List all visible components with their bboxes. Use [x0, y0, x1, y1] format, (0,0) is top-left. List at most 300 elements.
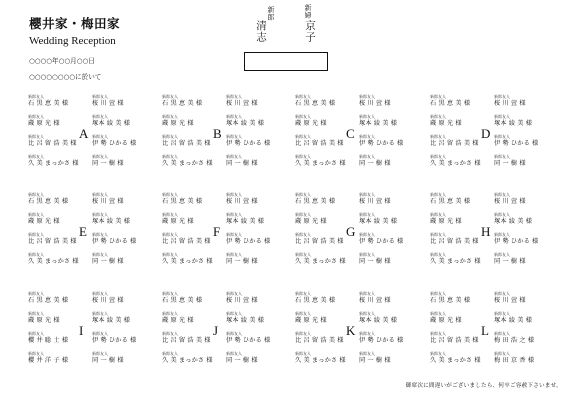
- guest-name: 櫻 井 洋 子 様: [28, 357, 69, 364]
- seat: [494, 352, 556, 370]
- guest-name: 桜 川 萱 様: [494, 297, 526, 304]
- seat: [162, 233, 224, 251]
- table-label: I: [79, 323, 84, 338]
- guest-name: 同 一 樹 様: [92, 160, 124, 167]
- seat-relation: 新郎友人: [295, 252, 311, 257]
- seat: [359, 115, 421, 133]
- seat-relation: 新郎友人: [28, 232, 44, 237]
- seat: [359, 213, 421, 231]
- guest-name: 石 黒 恵 美 様: [295, 297, 336, 304]
- guest-name: 桜 川 萱 様: [359, 198, 391, 205]
- seat-relation: 新郎友人: [226, 331, 242, 336]
- guest-name: 塚本 綾 美 様: [359, 120, 398, 127]
- seat: [295, 213, 357, 231]
- seat: [162, 292, 224, 310]
- bride-role: 新婦: [304, 4, 312, 19]
- seat: [494, 135, 556, 153]
- seat-relation: 新郎友人: [430, 192, 446, 197]
- guest-name: 蔵 原 光 様: [430, 317, 462, 324]
- guest-name: 石 黒 恵 美 様: [28, 297, 69, 304]
- seat: [295, 332, 357, 350]
- seat: [162, 135, 224, 153]
- seat-relation: 新郎友人: [359, 94, 375, 99]
- seat-relation: 新郎友人: [494, 154, 510, 159]
- seat: [162, 253, 224, 271]
- seat-relation: 新郎友人: [430, 331, 446, 336]
- seat: [295, 193, 357, 211]
- seat: [430, 292, 492, 310]
- guest-name: 石 黒 恵 美 様: [162, 297, 203, 304]
- seat: [162, 193, 224, 211]
- seat: [162, 95, 224, 113]
- seat: [359, 155, 421, 173]
- seat: [162, 352, 224, 370]
- seat: [359, 312, 421, 330]
- seat: [295, 292, 357, 310]
- guest-name: 伊 勢 ひかる 様: [494, 140, 539, 147]
- guest-name: 同 一 樹 様: [226, 160, 258, 167]
- guest-name: 同 一 樹 様: [494, 258, 526, 265]
- seat: [359, 253, 421, 271]
- seat-relation: 新郎友人: [359, 134, 375, 139]
- guest-name: 塚本 綾 美 様: [359, 218, 398, 225]
- seat: [162, 213, 224, 231]
- seat-relation: 新郎友人: [162, 331, 178, 336]
- seat: [359, 292, 421, 310]
- guest-name: 比 呂 留 浩 美 様: [295, 238, 344, 245]
- seat-relation: 新郎友人: [28, 311, 44, 316]
- guest-name: 同 一 樹 様: [359, 357, 391, 364]
- guest-name: 伊 勢 ひかる 様: [92, 238, 137, 245]
- guest-name: 櫻 井 聡 士 様: [28, 337, 69, 344]
- table-label: J: [213, 323, 219, 338]
- guest-name: 蔵 原 光 様: [162, 218, 194, 225]
- seat-relation: 新郎友人: [92, 291, 108, 296]
- guest-name: 蔵 原 光 様: [28, 120, 60, 127]
- event-date: ○○○○年○○月○○日: [29, 57, 95, 65]
- guest-name: 桜 川 萱 様: [92, 198, 124, 205]
- guest-name: 伊 勢 ひかる 様: [92, 140, 137, 147]
- seat: [92, 135, 154, 153]
- seat: [28, 332, 90, 350]
- guest-name: 石 黒 恵 美 様: [430, 100, 471, 107]
- seat-relation: 新郎友人: [494, 114, 510, 119]
- guest-name: 比 呂 留 浩 美 様: [162, 238, 211, 245]
- seat: [430, 155, 492, 173]
- seat: [494, 193, 556, 211]
- seat-relation: 新郎友人: [162, 351, 178, 356]
- seat: [28, 292, 90, 310]
- seat-relation: 新郎友人: [28, 192, 44, 197]
- seat-relation: 新郎友人: [162, 114, 178, 119]
- groom-role: 新郎: [267, 6, 275, 21]
- seat-relation: 新郎友人: [92, 134, 108, 139]
- seat-relation: 新郎友人: [295, 212, 311, 217]
- guest-name: 石 黒 恵 美 様: [430, 297, 471, 304]
- guest-name: 蔵 原 光 様: [28, 218, 60, 225]
- seat-relation: 新郎友人: [162, 154, 178, 159]
- guest-name: 伊 勢 ひかる 様: [226, 140, 271, 147]
- seat-relation: 新郎友人: [494, 232, 510, 237]
- seat-relation: 新郎友人: [92, 94, 108, 99]
- seat-relation: 新郎友人: [359, 331, 375, 336]
- seat-relation: 新郎友人: [295, 311, 311, 316]
- seat: [430, 213, 492, 231]
- table-label: D: [481, 126, 491, 141]
- seat: [92, 213, 154, 231]
- seat: [494, 292, 556, 310]
- guest-name: 石 黒 恵 美 様: [295, 198, 336, 205]
- seat: [295, 155, 357, 173]
- seat-relation: 新郎友人: [92, 114, 108, 119]
- seat-relation: 新郎友人: [28, 252, 44, 257]
- bride-name: 京子: [304, 20, 316, 43]
- seat-relation: 新郎友人: [92, 351, 108, 356]
- seat-relation: 新郎友人: [359, 212, 375, 217]
- seat-relation: 新郎友人: [28, 331, 44, 336]
- seat: [430, 135, 492, 153]
- seat-relation: 新郎友人: [92, 232, 108, 237]
- guest-name: 比 呂 留 浩 美 様: [295, 337, 344, 344]
- seat-relation: 新郎友人: [295, 94, 311, 99]
- seat-relation: 新郎友人: [430, 291, 446, 296]
- seat-relation: 新郎友人: [162, 212, 178, 217]
- guest-name: 蔵 原 光 様: [430, 218, 462, 225]
- seat: [295, 95, 357, 113]
- seat: [494, 233, 556, 251]
- seat: [226, 193, 288, 211]
- seat: [226, 332, 288, 350]
- seat-relation: 新郎友人: [295, 114, 311, 119]
- guest-name: 久 美 まっかさ 様: [295, 357, 346, 364]
- seat-relation: 新郎友人: [28, 94, 44, 99]
- seat-relation: 新郎友人: [226, 192, 242, 197]
- seat: [28, 253, 90, 271]
- guest-name: 蔵 原 光 様: [295, 120, 327, 127]
- seat: [359, 135, 421, 153]
- seat-relation: 新郎友人: [494, 134, 510, 139]
- seat: [226, 115, 288, 133]
- seat: [226, 312, 288, 330]
- seat-relation: 新郎友人: [92, 331, 108, 336]
- guest-name: 塚本 綾 美 様: [359, 317, 398, 324]
- seat-relation: 新郎友人: [494, 192, 510, 197]
- families-title: 櫻井家・梅田家: [29, 16, 121, 31]
- seat: [359, 233, 421, 251]
- table-label: H: [481, 224, 491, 239]
- guest-name: 久 美 まっかさ 様: [162, 160, 213, 167]
- table-label: E: [79, 224, 87, 239]
- seat-relation: 新郎友人: [295, 154, 311, 159]
- seat: [226, 213, 288, 231]
- table-label: K: [346, 323, 356, 338]
- seat-relation: 新郎友人: [226, 134, 242, 139]
- guest-name: 塚本 綾 美 様: [494, 317, 533, 324]
- guest-name: 同 一 樹 様: [226, 258, 258, 265]
- head-table: [244, 52, 328, 71]
- seat: [494, 115, 556, 133]
- guest-name: 比 呂 留 浩 美 様: [430, 337, 479, 344]
- guest-name: 蔵 原 光 様: [162, 317, 194, 324]
- seat-relation: 新郎友人: [162, 134, 178, 139]
- seat: [28, 155, 90, 173]
- seat: [494, 95, 556, 113]
- seat: [162, 312, 224, 330]
- table-label: G: [346, 224, 356, 239]
- seat-relation: 新郎友人: [359, 311, 375, 316]
- guest-name: 比 呂 留 浩 美 様: [295, 140, 344, 147]
- seat-relation: 新郎友人: [494, 252, 510, 257]
- seat-relation: 新郎友人: [430, 232, 446, 237]
- seat: [92, 95, 154, 113]
- guest-name: 久 美 まっかさ 様: [295, 160, 346, 167]
- guest-name: 伊 勢 ひかる 様: [494, 238, 539, 245]
- seat: [430, 312, 492, 330]
- seat: [28, 135, 90, 153]
- guest-name: 久 美 まっかさ 様: [430, 258, 481, 265]
- guest-name: 塚本 綾 美 様: [226, 218, 265, 225]
- seat: [359, 352, 421, 370]
- seat: [226, 292, 288, 310]
- guest-name: 塚本 綾 美 様: [494, 218, 533, 225]
- seat-relation: 新郎友人: [359, 252, 375, 257]
- guest-name: 伊 勢 ひかる 様: [359, 140, 404, 147]
- seat-relation: 新郎友人: [226, 154, 242, 159]
- guest-name: 久 美 まっかさ 様: [162, 258, 213, 265]
- guest-name: 久 美 まっかさ 様: [295, 258, 346, 265]
- seat: [226, 253, 288, 271]
- seat-relation: 新郎友人: [295, 351, 311, 356]
- seat: [494, 253, 556, 271]
- seat: [430, 352, 492, 370]
- seat: [92, 115, 154, 133]
- reception-subtitle: Wedding Reception: [29, 35, 116, 47]
- seat-relation: 新郎友人: [162, 192, 178, 197]
- seat-relation: 新郎友人: [28, 134, 44, 139]
- seat-relation: 新郎友人: [162, 252, 178, 257]
- seat-relation: 新郎友人: [430, 311, 446, 316]
- seat: [92, 253, 154, 271]
- table-label: B: [213, 126, 222, 141]
- guest-name: 同 一 樹 様: [92, 357, 124, 364]
- guest-name: 石 黒 恵 美 様: [28, 100, 69, 107]
- seat: [226, 95, 288, 113]
- seat: [430, 193, 492, 211]
- seat-relation: 新郎友人: [226, 291, 242, 296]
- seat-relation: 新郎友人: [162, 311, 178, 316]
- seat: [162, 332, 224, 350]
- guest-name: 桜 川 萱 様: [92, 100, 124, 107]
- seat: [28, 193, 90, 211]
- guest-name: 比 呂 留 浩 美 様: [430, 140, 479, 147]
- seat: [494, 332, 556, 350]
- seat: [430, 332, 492, 350]
- guest-name: 塚本 綾 美 様: [494, 120, 533, 127]
- guest-name: 塚本 綾 美 様: [226, 317, 265, 324]
- seat: [494, 213, 556, 231]
- guest-name: 塚本 綾 美 様: [226, 120, 265, 127]
- guest-name: 桜 川 萱 様: [226, 100, 258, 107]
- seat: [226, 352, 288, 370]
- guest-name: 同 一 樹 様: [359, 160, 391, 167]
- seat: [430, 233, 492, 251]
- guest-name: 久 美 まっかさ 様: [162, 357, 213, 364]
- seat-relation: 新郎友人: [226, 252, 242, 257]
- seat: [430, 253, 492, 271]
- guest-name: 石 黒 恵 美 様: [28, 198, 69, 205]
- seat: [494, 155, 556, 173]
- seat: [162, 115, 224, 133]
- guest-name: 比 呂 留 浩 美 様: [28, 238, 77, 245]
- seat: [28, 115, 90, 133]
- guest-name: 塚本 綾 美 様: [92, 218, 131, 225]
- seat-relation: 新郎友人: [92, 212, 108, 217]
- guest-name: 石 黒 恵 美 様: [162, 198, 203, 205]
- guest-name: 伊 勢 ひかる 様: [359, 238, 404, 245]
- guest-name: 伊 勢 ひかる 様: [226, 238, 271, 245]
- seat: [28, 352, 90, 370]
- seat-relation: 新郎友人: [494, 291, 510, 296]
- seat: [226, 233, 288, 251]
- guest-name: 比 呂 留 浩 美 様: [162, 337, 211, 344]
- seat: [359, 193, 421, 211]
- seat-relation: 新郎友人: [226, 351, 242, 356]
- guest-name: 久 美 まっかさ 様: [28, 160, 79, 167]
- guest-name: 蔵 原 光 様: [430, 120, 462, 127]
- guest-name: 伊 勢 ひかる 様: [226, 337, 271, 344]
- seat-relation: 新郎友人: [226, 311, 242, 316]
- seat: [28, 213, 90, 231]
- guest-name: 伊 勢 ひかる 様: [359, 337, 404, 344]
- seat-relation: 新郎友人: [359, 232, 375, 237]
- seat-relation: 新郎友人: [359, 291, 375, 296]
- guest-name: 桜 川 萱 様: [359, 297, 391, 304]
- seat-relation: 新郎友人: [295, 291, 311, 296]
- event-venue: ○○○○○○○○に於いて: [29, 73, 102, 81]
- table-label: F: [213, 224, 221, 239]
- seat-relation: 新郎友人: [162, 94, 178, 99]
- guest-name: 石 黒 恵 美 様: [430, 198, 471, 205]
- guest-name: 塚本 綾 美 様: [92, 317, 131, 324]
- seat-relation: 新郎友人: [494, 331, 510, 336]
- seat: [162, 155, 224, 173]
- seat: [28, 312, 90, 330]
- seat-relation: 新郎友人: [295, 192, 311, 197]
- seat-relation: 新郎友人: [92, 311, 108, 316]
- seat-relation: 新郎友人: [494, 351, 510, 356]
- seat-relation: 新郎友人: [430, 134, 446, 139]
- seat-relation: 新郎友人: [92, 154, 108, 159]
- guest-name: 同 一 樹 様: [494, 160, 526, 167]
- guest-name: 桜 川 萱 様: [226, 198, 258, 205]
- guest-name: 桜 川 萱 様: [359, 100, 391, 107]
- seat-relation: 新郎友人: [430, 94, 446, 99]
- table-label: A: [79, 126, 89, 141]
- seat-relation: 新郎友人: [295, 134, 311, 139]
- seat-relation: 新郎友人: [28, 291, 44, 296]
- guest-name: 久 美 まっかさ 様: [430, 357, 481, 364]
- guest-name: 同 一 樹 様: [226, 357, 258, 364]
- seat-relation: 新郎友人: [359, 192, 375, 197]
- seat: [430, 95, 492, 113]
- seat: [92, 193, 154, 211]
- guest-name: 久 美 まっかさ 様: [430, 160, 481, 167]
- guest-name: 桜 川 萱 様: [92, 297, 124, 304]
- seat-relation: 新郎友人: [494, 212, 510, 217]
- guest-name: 比 呂 留 浩 美 様: [162, 140, 211, 147]
- seat-relation: 新郎友人: [226, 212, 242, 217]
- seat-relation: 新郎友人: [430, 252, 446, 257]
- seat-relation: 新郎友人: [494, 94, 510, 99]
- guest-name: 蔵 原 光 様: [295, 218, 327, 225]
- guest-name: 石 黒 恵 美 様: [162, 100, 203, 107]
- guest-name: 石 黒 恵 美 様: [295, 100, 336, 107]
- seat-relation: 新郎友人: [430, 114, 446, 119]
- seat-relation: 新郎友人: [28, 212, 44, 217]
- seat-relation: 新郎友人: [295, 232, 311, 237]
- seat: [92, 155, 154, 173]
- seat-relation: 新郎友人: [430, 154, 446, 159]
- guest-name: 桜 川 萱 様: [226, 297, 258, 304]
- seat: [28, 95, 90, 113]
- seat-relation: 新郎友人: [226, 232, 242, 237]
- seat-relation: 新郎友人: [359, 351, 375, 356]
- seat-relation: 新郎友人: [226, 114, 242, 119]
- seat: [295, 312, 357, 330]
- guest-name: 比 呂 留 浩 美 様: [430, 238, 479, 245]
- seat: [295, 253, 357, 271]
- guest-name: 比 呂 留 浩 美 様: [28, 140, 77, 147]
- guest-name: 塚本 綾 美 様: [92, 120, 131, 127]
- seat: [92, 352, 154, 370]
- seat: [359, 332, 421, 350]
- footer-note: 御席次に間違いがございましたら、何卒ご容赦下さいませ。: [405, 383, 562, 389]
- seat: [295, 115, 357, 133]
- seat: [92, 233, 154, 251]
- guest-name: 梅 田 浩 之 様: [494, 337, 535, 344]
- seat-relation: 新郎友人: [494, 311, 510, 316]
- seat: [226, 135, 288, 153]
- seat: [359, 95, 421, 113]
- groom-name: 清志: [255, 20, 267, 43]
- seat-relation: 新郎友人: [359, 114, 375, 119]
- table-label: C: [346, 126, 355, 141]
- seat: [92, 332, 154, 350]
- seat-relation: 新郎友人: [162, 232, 178, 237]
- seat-relation: 新郎友人: [28, 351, 44, 356]
- guest-name: 蔵 原 光 様: [28, 317, 60, 324]
- guest-name: 梅 田 京 香 様: [494, 357, 535, 364]
- seat: [92, 292, 154, 310]
- seat-relation: 新郎友人: [92, 252, 108, 257]
- seat: [430, 115, 492, 133]
- seat-relation: 新郎友人: [28, 114, 44, 119]
- guest-name: 桜 川 萱 様: [494, 100, 526, 107]
- seat-relation: 新郎友人: [28, 154, 44, 159]
- seat-relation: 新郎友人: [162, 291, 178, 296]
- guest-name: 同 一 樹 様: [92, 258, 124, 265]
- guest-name: 桜 川 萱 様: [494, 198, 526, 205]
- table-label: L: [481, 323, 489, 338]
- guest-name: 久 美 まっかさ 様: [28, 258, 79, 265]
- seat-relation: 新郎友人: [359, 154, 375, 159]
- guest-name: 同 一 樹 様: [359, 258, 391, 265]
- seat-relation: 新郎友人: [92, 192, 108, 197]
- seat: [226, 155, 288, 173]
- guest-name: 伊 勢 ひかる 様: [92, 337, 137, 344]
- seat-relation: 新郎友人: [430, 351, 446, 356]
- seat: [28, 233, 90, 251]
